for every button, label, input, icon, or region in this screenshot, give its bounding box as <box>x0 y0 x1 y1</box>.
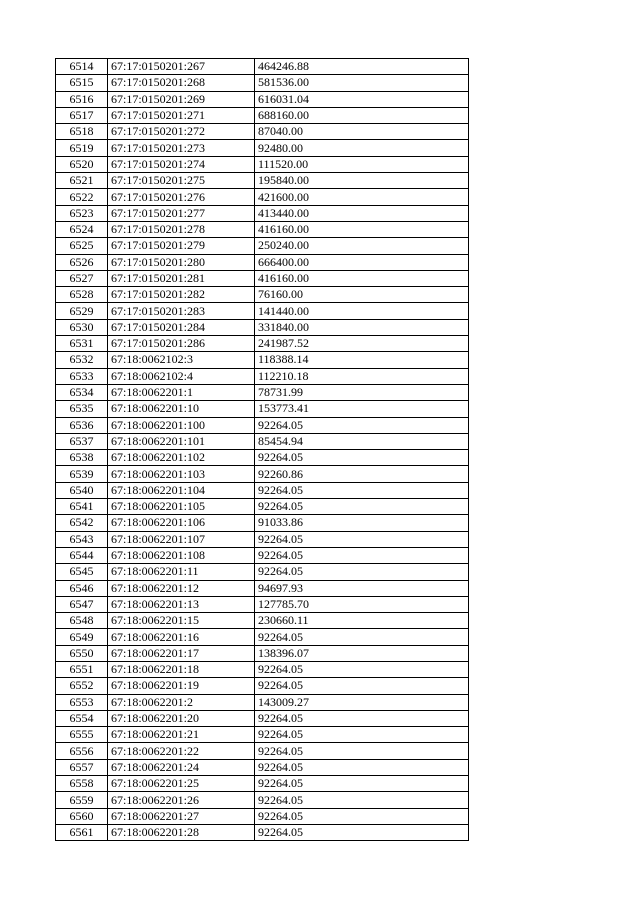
table-row <box>56 596 469 612</box>
row-number-cell: 6515 <box>56 75 108 91</box>
cadastral-value-cell: 92480.00 <box>255 140 469 156</box>
table-row <box>56 221 469 237</box>
cadastral-number-cell: 67:17:0150201:274 <box>108 156 255 172</box>
row-number-cell: 6560 <box>56 808 108 824</box>
cadastral-number-cell: 67:18:0062201:108 <box>108 547 255 563</box>
cadastral-value-cell: 141440.00 <box>255 303 469 319</box>
cadastral-number-cell: 67:17:0150201:273 <box>108 140 255 156</box>
cadastral-value-cell: 92264.05 <box>255 808 469 824</box>
cadastral-number-cell: 67:17:0150201:275 <box>108 173 255 189</box>
table-row <box>56 531 469 547</box>
row-number-cell: 6531 <box>56 336 108 352</box>
row-number-cell: 6553 <box>56 694 108 710</box>
table-row <box>56 173 469 189</box>
table-row <box>56 450 469 466</box>
table-row <box>56 466 469 482</box>
cadastral-number-cell: 67:18:0062201:103 <box>108 466 255 482</box>
row-number-cell: 6530 <box>56 319 108 335</box>
cadastral-value-cell: 92264.05 <box>255 743 469 759</box>
cadastral-number-cell: 67:18:0062201:18 <box>108 661 255 677</box>
cadastral-number-cell: 67:17:0150201:271 <box>108 107 255 123</box>
cadastral-value-cell: 92264.05 <box>255 824 469 840</box>
table-row <box>56 107 469 123</box>
cadastral-number-cell: 67:17:0150201:269 <box>108 91 255 107</box>
table-row <box>56 189 469 205</box>
table-row <box>56 661 469 677</box>
cadastral-value-cell: 413440.00 <box>255 205 469 221</box>
cadastral-number-cell: 67:17:0150201:284 <box>108 319 255 335</box>
table-row <box>56 710 469 726</box>
cadastral-value-cell: 127785.70 <box>255 596 469 612</box>
table-row <box>56 384 469 400</box>
cadastral-number-cell: 67:18:0062201:21 <box>108 727 255 743</box>
row-number-cell: 6545 <box>56 564 108 580</box>
row-number-cell: 6550 <box>56 645 108 661</box>
table-row <box>56 564 469 580</box>
cadastral-value-cell: 416160.00 <box>255 221 469 237</box>
row-number-cell: 6521 <box>56 173 108 189</box>
row-number-cell: 6548 <box>56 613 108 629</box>
table-row <box>56 515 469 531</box>
table-row <box>56 59 469 75</box>
cadastral-number-cell: 67:18:0062201:25 <box>108 776 255 792</box>
cadastral-value-cell: 143009.27 <box>255 694 469 710</box>
cadastral-number-cell: 67:17:0150201:268 <box>108 75 255 91</box>
table-row <box>56 727 469 743</box>
row-number-cell: 6540 <box>56 482 108 498</box>
row-number-cell: 6527 <box>56 270 108 286</box>
cadastral-number-cell: 67:18:0062201:28 <box>108 824 255 840</box>
row-number-cell: 6534 <box>56 384 108 400</box>
table-row <box>56 613 469 629</box>
table-row <box>56 287 469 303</box>
row-number-cell: 6522 <box>56 189 108 205</box>
cadastral-number-cell: 67:18:0062201:2 <box>108 694 255 710</box>
cadastral-value-cell: 92264.05 <box>255 759 469 775</box>
cadastral-number-cell: 67:17:0150201:278 <box>108 221 255 237</box>
row-number-cell: 6516 <box>56 91 108 107</box>
table-row <box>56 824 469 840</box>
row-number-cell: 6519 <box>56 140 108 156</box>
cadastral-number-cell: 67:18:0062201:20 <box>108 710 255 726</box>
cadastral-value-cell: 118388.14 <box>255 352 469 368</box>
cadastral-number-cell: 67:18:0062201:106 <box>108 515 255 531</box>
cadastral-number-cell: 67:18:0062201:101 <box>108 433 255 449</box>
cadastral-value-cell: 421600.00 <box>255 189 469 205</box>
row-number-cell: 6542 <box>56 515 108 531</box>
table-row <box>56 91 469 107</box>
table-row <box>56 678 469 694</box>
table-row <box>56 140 469 156</box>
row-number-cell: 6538 <box>56 450 108 466</box>
cadastral-number-cell: 67:17:0150201:267 <box>108 59 255 75</box>
row-number-cell: 6546 <box>56 580 108 596</box>
row-number-cell: 6549 <box>56 629 108 645</box>
cadastral-value-cell: 92264.05 <box>255 499 469 515</box>
cadastral-number-cell: 67:17:0150201:283 <box>108 303 255 319</box>
row-number-cell: 6547 <box>56 596 108 612</box>
row-number-cell: 6535 <box>56 401 108 417</box>
cadastral-number-cell: 67:18:0062201:10 <box>108 401 255 417</box>
table-row <box>56 238 469 254</box>
cadastral-number-cell: 67:17:0150201:281 <box>108 270 255 286</box>
cadastral-value-cell: 92264.05 <box>255 450 469 466</box>
cadastral-number-cell: 67:17:0150201:280 <box>108 254 255 270</box>
row-number-cell: 6544 <box>56 547 108 563</box>
table-row <box>56 417 469 433</box>
table-row <box>56 482 469 498</box>
table-row <box>56 499 469 515</box>
table-row <box>56 303 469 319</box>
cadastral-number-cell: 67:18:0062102:3 <box>108 352 255 368</box>
table-row <box>56 580 469 596</box>
row-number-cell: 6536 <box>56 417 108 433</box>
row-number-cell: 6537 <box>56 433 108 449</box>
row-number-cell: 6520 <box>56 156 108 172</box>
cadastral-value-cell: 153773.41 <box>255 401 469 417</box>
row-number-cell: 6554 <box>56 710 108 726</box>
cadastral-number-cell: 67:18:0062201:27 <box>108 808 255 824</box>
row-number-cell: 6555 <box>56 727 108 743</box>
row-number-cell: 6543 <box>56 531 108 547</box>
cadastral-value-cell: 416160.00 <box>255 270 469 286</box>
row-number-cell: 6556 <box>56 743 108 759</box>
cadastral-value-cell: 92264.05 <box>255 629 469 645</box>
row-number-cell: 6517 <box>56 107 108 123</box>
table-row <box>56 156 469 172</box>
cadastral-number-cell: 67:18:0062201:104 <box>108 482 255 498</box>
cadastral-value-cell: 94697.93 <box>255 580 469 596</box>
cadastral-value-cell: 87040.00 <box>255 124 469 140</box>
cadastral-number-cell: 67:18:0062201:13 <box>108 596 255 612</box>
cadastral-number-cell: 67:17:0150201:272 <box>108 124 255 140</box>
row-number-cell: 6533 <box>56 368 108 384</box>
cadastral-value-cell: 138396.07 <box>255 645 469 661</box>
cadastral-number-cell: 67:18:0062201:22 <box>108 743 255 759</box>
cadastral-value-cell: 241987.52 <box>255 336 469 352</box>
row-number-cell: 6551 <box>56 661 108 677</box>
table-row <box>56 759 469 775</box>
cadastral-number-cell: 67:18:0062201:26 <box>108 792 255 808</box>
cadastral-number-cell: 67:17:0150201:286 <box>108 336 255 352</box>
cadastral-value-table <box>55 58 469 841</box>
table-row <box>56 368 469 384</box>
cadastral-value-cell: 111520.00 <box>255 156 469 172</box>
cadastral-number-cell: 67:18:0062201:12 <box>108 580 255 596</box>
cadastral-number-cell: 67:18:0062201:102 <box>108 450 255 466</box>
cadastral-value-cell: 91033.86 <box>255 515 469 531</box>
cadastral-number-cell: 67:18:0062201:24 <box>108 759 255 775</box>
row-number-cell: 6529 <box>56 303 108 319</box>
cadastral-number-cell: 67:18:0062201:1 <box>108 384 255 400</box>
cadastral-value-cell: 92264.05 <box>255 792 469 808</box>
cadastral-value-cell: 92264.05 <box>255 482 469 498</box>
row-number-cell: 6524 <box>56 221 108 237</box>
cadastral-number-cell: 67:17:0150201:282 <box>108 287 255 303</box>
cadastral-value-cell: 331840.00 <box>255 319 469 335</box>
table-row <box>56 433 469 449</box>
table-row <box>56 743 469 759</box>
row-number-cell: 6514 <box>56 59 108 75</box>
cadastral-value-cell: 666400.00 <box>255 254 469 270</box>
cadastral-number-cell: 67:18:0062201:15 <box>108 613 255 629</box>
cadastral-number-cell: 67:18:0062201:105 <box>108 499 255 515</box>
cadastral-value-cell: 92264.05 <box>255 710 469 726</box>
row-number-cell: 6552 <box>56 678 108 694</box>
cadastral-value-cell: 195840.00 <box>255 173 469 189</box>
row-number-cell: 6528 <box>56 287 108 303</box>
row-number-cell: 6559 <box>56 792 108 808</box>
table-row <box>56 776 469 792</box>
cadastral-number-cell: 67:17:0150201:277 <box>108 205 255 221</box>
row-number-cell: 6557 <box>56 759 108 775</box>
cadastral-value-cell: 76160.00 <box>255 287 469 303</box>
cadastral-number-cell: 67:18:0062201:107 <box>108 531 255 547</box>
table-row <box>56 401 469 417</box>
cadastral-value-cell: 250240.00 <box>255 238 469 254</box>
cadastral-value-cell: 92264.05 <box>255 727 469 743</box>
cadastral-value-cell: 92264.05 <box>255 417 469 433</box>
row-number-cell: 6561 <box>56 824 108 840</box>
cadastral-value-cell: 464246.88 <box>255 59 469 75</box>
row-number-cell: 6532 <box>56 352 108 368</box>
table-row <box>56 792 469 808</box>
table-row <box>56 645 469 661</box>
table-row <box>56 319 469 335</box>
cadastral-value-cell: 92264.05 <box>255 547 469 563</box>
table-row <box>56 629 469 645</box>
table-row <box>56 75 469 91</box>
cadastral-value-cell: 85454.94 <box>255 433 469 449</box>
cadastral-value-cell: 92264.05 <box>255 776 469 792</box>
row-number-cell: 6541 <box>56 499 108 515</box>
cadastral-number-cell: 67:18:0062201:17 <box>108 645 255 661</box>
cadastral-value-cell: 230660.11 <box>255 613 469 629</box>
table-row <box>56 808 469 824</box>
cadastral-value-cell: 616031.04 <box>255 91 469 107</box>
cadastral-value-cell: 688160.00 <box>255 107 469 123</box>
cadastral-value-cell: 92264.05 <box>255 564 469 580</box>
cadastral-number-cell: 67:17:0150201:276 <box>108 189 255 205</box>
table-row <box>56 352 469 368</box>
cadastral-value-cell: 92264.05 <box>255 661 469 677</box>
row-number-cell: 6518 <box>56 124 108 140</box>
row-number-cell: 6539 <box>56 466 108 482</box>
table-row <box>56 694 469 710</box>
cadastral-value-cell: 112210.18 <box>255 368 469 384</box>
cadastral-number-cell: 67:18:0062102:4 <box>108 368 255 384</box>
cadastral-value-cell: 78731.99 <box>255 384 469 400</box>
table-row <box>56 205 469 221</box>
cadastral-value-cell: 92260.86 <box>255 466 469 482</box>
row-number-cell: 6526 <box>56 254 108 270</box>
table-row <box>56 124 469 140</box>
cadastral-number-cell: 67:18:0062201:100 <box>108 417 255 433</box>
table-row <box>56 270 469 286</box>
table-row <box>56 336 469 352</box>
row-number-cell: 6525 <box>56 238 108 254</box>
row-number-cell: 6558 <box>56 776 108 792</box>
table-row <box>56 254 469 270</box>
table-row <box>56 547 469 563</box>
cadastral-number-cell: 67:18:0062201:19 <box>108 678 255 694</box>
cadastral-value-cell: 92264.05 <box>255 531 469 547</box>
table-body <box>56 59 469 841</box>
cadastral-value-cell: 92264.05 <box>255 678 469 694</box>
row-number-cell: 6523 <box>56 205 108 221</box>
cadastral-value-cell: 581536.00 <box>255 75 469 91</box>
cadastral-number-cell: 67:18:0062201:16 <box>108 629 255 645</box>
cadastral-number-cell: 67:18:0062201:11 <box>108 564 255 580</box>
cadastral-number-cell: 67:17:0150201:279 <box>108 238 255 254</box>
